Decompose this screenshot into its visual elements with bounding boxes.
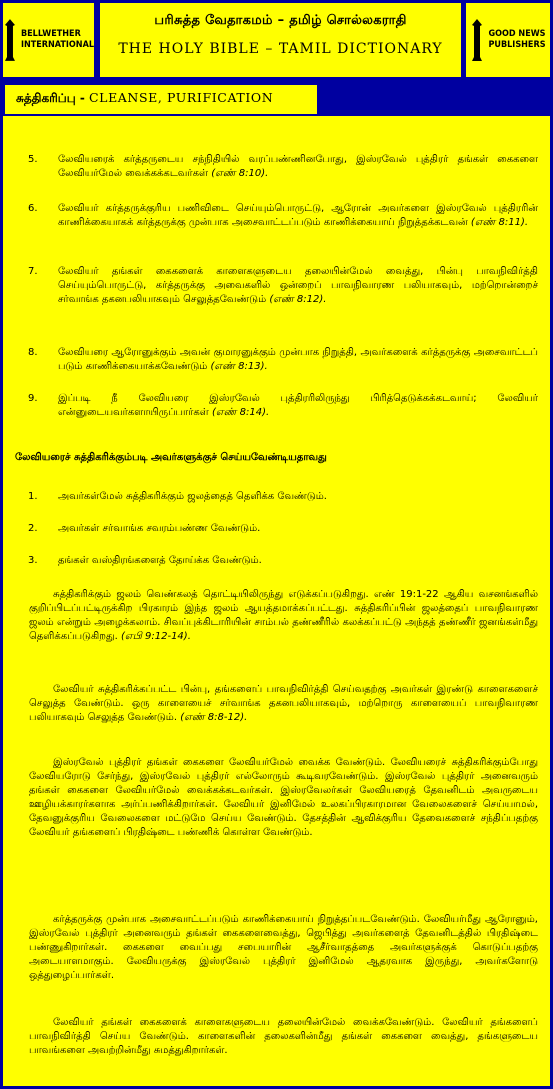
list-item: 7. லேவியர் தங்கள் கைகளைக் காளைகளுடைய தலையின்மேல் வைத்து, பின்பு பாவநிவிர்த்தி செய்யும்பொருட்டு, கர்த்தருக்கு அவைகளில் ஒன்றைப் பாவநிவாரண பலியாகவும், மற்றொன்றைச் சர்வாங்க தகனபலியாகவும் செலுத்தவேண்டும் (எண் 8:12). bbox=[28, 266, 538, 305]
paragraph: லேவியர் சுத்திகரிக்கப்பட்ட பின்பு, தங்களைப் பாவநிவிர்த்தி செய்வதற்கு அவர்கள் இரண்டு காளைகளைச் செலுத்த வேண்டும். ஒரு காளையைச் சர்வாங்க தகனபலியாகவும், மற்றொரு காளையைப் பாவநிவாரண பலியாகவும் செலுத்த வேண்டும். (எண் 8:8-12). bbox=[29, 684, 538, 723]
list-item: 3. தங்கள் வஸ்திரங்களைத் தோய்க்க வேண்டும். bbox=[28, 555, 262, 566]
good-news-logo-panel bbox=[466, 3, 550, 77]
topic-english: CLEANSE, PURIFICATION bbox=[89, 90, 274, 105]
article-body bbox=[3, 116, 550, 1086]
list-item: 2. அவர்கள் சர்வாங்க சவரம்பண்ண வேண்டும். bbox=[28, 523, 261, 534]
topic-separator: - bbox=[75, 91, 89, 105]
bellwether-logo-panel bbox=[3, 3, 94, 77]
section-heading: லேவியரைச் சுத்திகரிக்கும்படி அவர்களுக்குச் செய்யவேண்டியதாவது bbox=[15, 452, 327, 463]
list-item: 6. லேவியர் கர்த்தருக்குரிய பணிவிடை செய்யும்பொருட்டு, ஆரோன் அவர்களை இஸ்ரவேல் புத்திரரின் காணிக்கையாகக் கர்த்தருக்கு முன்பாக அசைவாட்டப்படும் காணிக்கையாய் நிறுத்தக்கடவன் (எண் 8:11). bbox=[28, 203, 538, 228]
topic-tamil: சுத்திகரிப்பு bbox=[16, 91, 76, 105]
topic-title bbox=[3, 83, 319, 116]
list-item: 9. இப்படி நீ லேவியரை இஸ்ரவேல் புத்திரரிலிருந்து பிரித்தெடுக்கக்கடவாய்; லேவியர் என்னுடையவர்களாயிருப்பார்கள் (எண் 8:14). bbox=[28, 393, 538, 418]
paragraph: இஸ்ரவேல் புத்திரர் தங்கள் கைகளை லேவியர்மேல் வைக்க வேண்டும். லேவியரைச் சுத்திகரிக்கும்போது லேவியரோடு சேர்ந்து, இஸ்ரவேல் புத்திரர் எல்லோரும் கூடிவரவேண்டும். இஸ்ரவேல் புத்திரர் அனைவரும் தங்கள் கைகளை லேவியர்மேல் வைக்கக்கடவர்கள். இஸ்ரவேலர்கள் லேவியரைத் தேவனிடம் அவருடைய ஊழியக்காரர்களாக அர்ப்பணிக்கிறார்கள். லேவியர் இனிமேல் உலகப்பிரகாரமான வேலைகளைச் செய்யாமல், தேவனுக்குரிய வேலைகளை மட்டுமே செய்ய வேண்டும். தேசத்தின் ஆவிக்குரிய தேவைகளைச் சந்திப்பதற்கு லேவியர் தங்களைப் பிரதிஷ்டை பண்ணிக் கொள்ள வேண்டும். bbox=[29, 757, 538, 838]
site-header bbox=[100, 3, 461, 77]
good-news-logo-text: GOOD NEWS PUBLISHERS bbox=[488, 28, 546, 50]
paragraph: கர்த்தருக்கு முன்பாக அசைவாட்டப்படும் காணிக்கையாய் நிறுத்தப்படவேண்டும். லேவியர்மீது ஆரோனும், இஸ்ரவேல் புத்திரர் அனைவரும் தங்கள் கைகளைவைத்து, ஜெபித்து அவர்களைத் தேவனிடத்தில் பிரதிஷ்டை பண்ணுகிறார்கள். கைகளை வைப்பது சபையாரின் ஆசீர்வாதத்தை அவர்களுக்குக் கொடுப்பதற்கு அடையாளமாகும். லேவியருக்கு இஸ்ரவேல் புத்திரர் இனிமேல் ஆதரவாக இருந்து, அவர்களோடு ஒத்துழைப்பார்கள். bbox=[29, 914, 538, 981]
header-title-tamil: பரிசுத்த வேதாகமம் – தமிழ் சொல்லகராதி bbox=[154, 13, 407, 28]
paragraph: சுத்திகரிக்கும் ஜலம் வெண்கலத் தொட்டியிலிருந்து எடுக்கப்படுகிறது. எண் 19:1-22 ஆகிய வசனங்களில் குறிப்பிடப்பட்டிருக்கிற பிரகாரம் இந்த ஜலம் ஆயத்தமாக்கப்பட்டது. சுத்திகரிப்பின் ஜலத்தைப் பாவநிவாரண ஜலம் என்றும் அழைக்கலாம். சிவப்புக்கிடாரியின் சாம்பல் தண்ணீரில் கலக்கப்பட்டு அந்தத் தண்ணீர் ஜனங்கள்மீது தெளிக்கப்படுகிறது. (எபி 9:12-14). bbox=[29, 589, 538, 642]
bellwether-logo-text: BELLWETHER INTERNATIONAL bbox=[20, 28, 94, 50]
bellwether-logo-icon bbox=[3, 17, 17, 63]
good-news-logo-icon bbox=[470, 17, 484, 63]
paragraph: லேவியர் தங்கள் கைகளைக் காளைகளுடைய தலையின்மேல் வைக்கவேண்டும். லேவியர் தங்களைப் பாவநிவிர்த்தி செய்ய வேண்டும். காளைகளின் தலைகளின்மீது தங்கள் கைகளை வைத்து, தங்களுடைய பாவங்களை அவற்றின்மீது சுமத்துகிறார்கள். bbox=[29, 1017, 538, 1056]
list-item: 1. அவர்கள்மேல் சுத்திகரிக்கும் ஜலத்தைத் தெளிக்க வேண்டும். bbox=[28, 491, 327, 502]
list-item: 8. லேவியரை ஆரோனுக்கும் அவன் குமாரனுக்கும் முன்பாக நிறுத்தி, அவர்களைக் கர்த்தருக்கு அசைவாட்டப் படும் காணிக்கையாக்கவேண்டும் (எண் 8:13). bbox=[28, 347, 538, 372]
header-title-english: THE HOLY BIBLE – TAMIL DICTIONARY bbox=[118, 41, 443, 57]
list-item: 5. லேவியரைக் கர்த்தருடைய சந்நிதியில் வரப்பண்ணினபோது, இஸ்ரவேல் புத்திரர் தங்கள் கைகளை லேவியர்மேல் வைக்கக்கடவர்கள் (எண் 8:10). bbox=[28, 154, 538, 179]
